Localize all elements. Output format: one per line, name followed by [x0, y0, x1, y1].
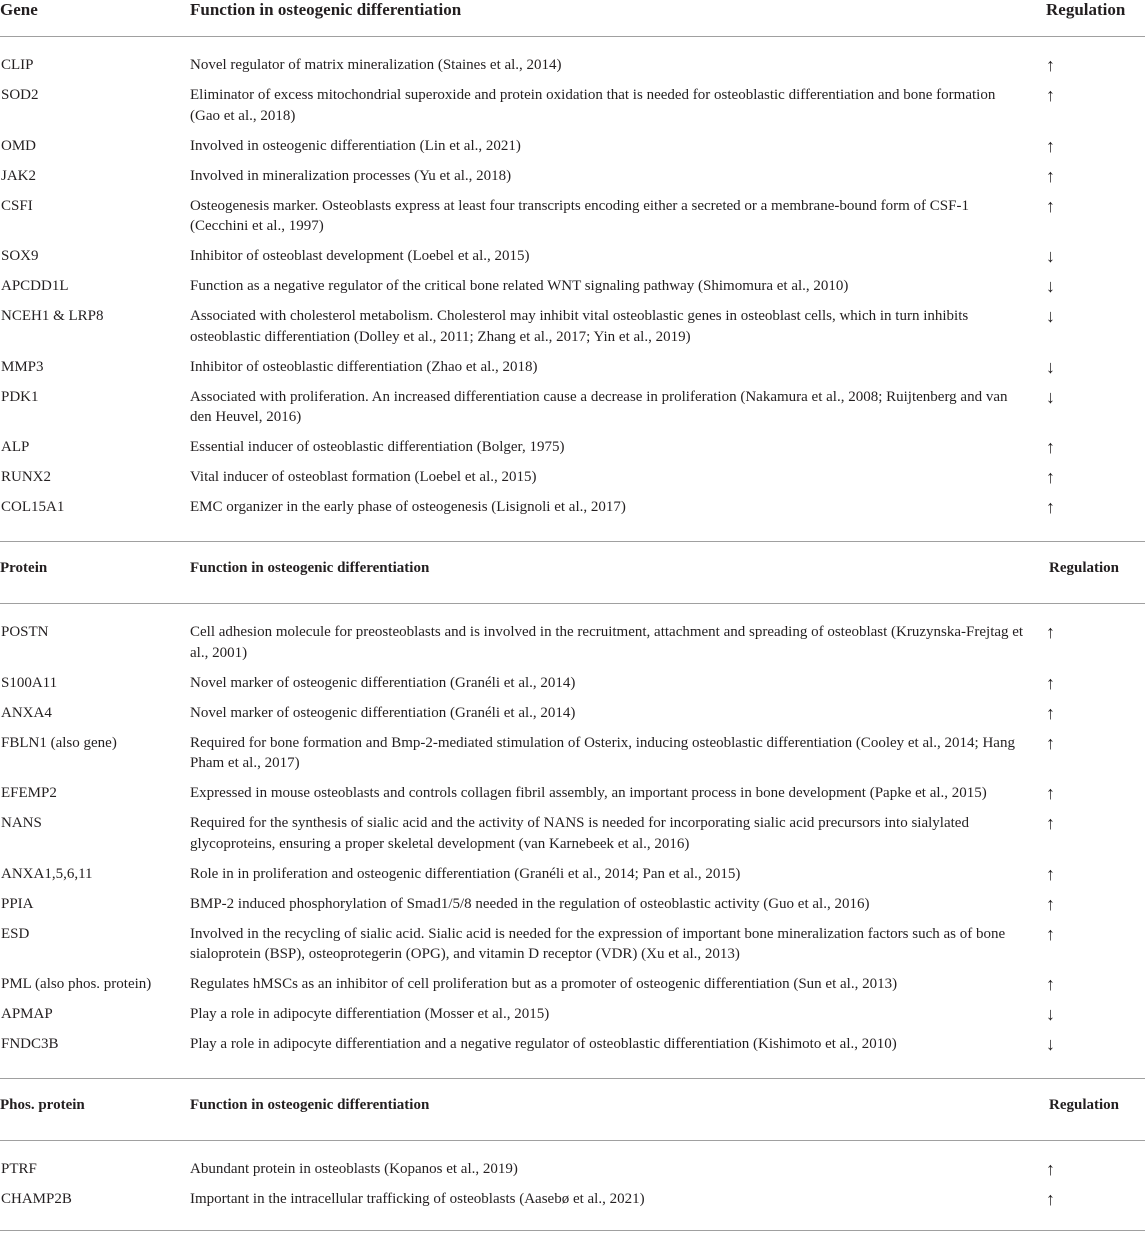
name-cell: OMD [1, 137, 37, 154]
regulation-arrow: ↑ [1046, 37, 1145, 86]
regulation-arrow: ↑ [1046, 732, 1055, 753]
table-row [0, 604, 1145, 673]
name-cell: S100A11 [1, 674, 58, 691]
regulation-arrow: ↓ [1046, 1004, 1055, 1024]
function-cell: Abundant protein in osteoblasts (Kopanos et al., 2019) [190, 1141, 1046, 1190]
function-cell: Inhibitor of osteoblastic differentiation (Zhao et al., 2018) [190, 358, 538, 375]
regulation-arrow: ↑ [1046, 813, 1055, 833]
table-row [0, 703, 1145, 733]
table-row [0, 306, 1145, 357]
table-row [0, 924, 1145, 975]
function-cell: Important in the intracellular trafficking of osteoblasts (Aasebø et al., 2021) [190, 1191, 645, 1207]
regulation-arrow: ↑ [1046, 467, 1055, 487]
function-cell: Play a role in adipocyte differentiation (Mosser et al., 2015) [190, 1006, 550, 1022]
header-regulation-cell: Regulation [1046, 0, 1126, 19]
section-header-row [0, 542, 1145, 604]
name-cell: ANXA4 [1, 704, 52, 721]
name-cell: PTRF [0, 1141, 190, 1190]
function-cell: EMC organizer in the early phase of osteogenesis (Lisignoli et al., 2017) [190, 499, 626, 515]
table-row [0, 673, 1145, 703]
regulation-arrow: ↓ [1046, 306, 1055, 326]
function-cell: Role in in proliferation and osteogenic differentiation (Granéli et al., 2014; Pan et al., 2015) [190, 865, 741, 882]
function-cell: Inhibitor of osteoblast development (Loebel et al., 2015) [190, 248, 530, 264]
regulation-arrow: ↑ [1046, 863, 1055, 884]
section-divider [0, 527, 1145, 542]
name-cell: APMAP [1, 1006, 53, 1022]
table-row [0, 196, 1145, 247]
regulation-arrow: ↑ [1046, 135, 1055, 156]
name-cell: SOX9 [1, 248, 39, 264]
regulation-arrow: ↑ [1046, 893, 1055, 914]
header-regulation-cell: Regulation [1049, 1097, 1120, 1113]
name-cell: CHAMP2B [1, 1191, 72, 1207]
function-cell: Regulates hMSCs as an inhibitor of cell proliferation but as a promoter of osteogenic differentiation (Sun et al., 2013) [190, 976, 898, 992]
name-cell: MMP3 [1, 358, 44, 375]
regulation-arrow: ↑ [1046, 497, 1055, 517]
regulation-arrow: ↑ [1046, 974, 1055, 994]
header-phos-protein-cell: Phos. protein [0, 1097, 85, 1113]
regulation-arrow: ↑ [1046, 1141, 1145, 1190]
name-cell: COL15A1 [1, 499, 65, 515]
function-cell: Vital inducer of osteoblast formation (Loebel et al., 2015) [190, 469, 537, 485]
function-cell: Novel regulator of matrix mineralization (Staines et al., 2014) [190, 37, 1046, 86]
regulation-arrow: ↑ [1046, 672, 1055, 693]
table-row [0, 974, 1145, 1004]
header-function-cell: Function in osteogenic differentiation [190, 560, 430, 576]
function-cell: Function as a negative regulator of the critical bone related WNT signaling pathway (Shimomura et al., 2010) [190, 278, 849, 294]
function-cell: Play a role in adipocyte differentiation and a negative regulator of osteoblastic differentiation (Kishimoto et al., 2010) [190, 1036, 897, 1052]
table-row [0, 276, 1145, 306]
function-cell: Osteogenesis marker. Osteoblasts express at least four transcripts encoding either a secreted or a membrane-bound form of CSF-1 (Cecchini et al., 1997) [190, 197, 969, 234]
function-cell: Involved in osteogenic differentiation (Lin et al., 2021) [190, 137, 521, 154]
table-row [0, 1004, 1145, 1034]
table-row [0, 166, 1145, 196]
function-cell: Novel marker of osteogenic differentiation (Granéli et al., 2014) [190, 674, 576, 691]
table-row [0, 1141, 1145, 1190]
name-cell: CSFI [1, 197, 33, 214]
name-cell: APCDD1L [1, 278, 69, 294]
function-cell: Involved in the recycling of sialic acid. Sialic acid is needed for the expression of important bone mineralization factors such as of bone sialoprotein (BSP), osteoprotegerin (OPG), and vitamin D receptor (VDR) (Xu et al., 2013) [190, 925, 1006, 962]
table-row [0, 85, 1145, 136]
name-cell: ANXA1,5,6,11 [1, 865, 93, 882]
section-divider [0, 1219, 1145, 1231]
name-cell: CLIP [0, 37, 190, 86]
table-row [0, 387, 1145, 438]
name-cell: FBLN1 (also gene) [1, 734, 117, 751]
table-row [0, 467, 1145, 497]
name-cell: ALP [1, 439, 30, 455]
regulation-arrow: ↓ [1046, 276, 1055, 296]
table-row [0, 813, 1145, 864]
regulation-arrow: ↑ [1046, 783, 1055, 803]
section-header-row [0, 1079, 1145, 1141]
regulation-arrow: ↓ [1046, 356, 1055, 377]
table-row [0, 783, 1145, 813]
table-row [0, 37, 1145, 86]
function-cell: BMP-2 induced phosphorylation of Smad1/5/8 needed in the regulation of osteoblastic activity (Guo et al., 2016) [190, 895, 870, 912]
function-cell: Cell adhesion molecule for preosteoblasts and is involved in the recruitment, attachment and spreading of osteoblast (Kruzynska-Frejtag et al., 2001) [190, 604, 1046, 673]
name-cell: NANS [1, 815, 42, 831]
name-cell: NCEH1 & LRP8 [1, 308, 104, 324]
table-row [0, 864, 1145, 894]
function-cell: Required for bone formation and Bmp-2-mediated stimulation of Osterix, inducing osteoblastic differentiation (Cooley et al., 2014; Hang Pham et al., 2017) [190, 734, 1015, 771]
name-cell: PDK1 [1, 388, 39, 405]
name-cell: PPIA [1, 895, 34, 912]
table-row [0, 497, 1145, 527]
table-row [0, 136, 1145, 166]
section-header-row [0, 0, 1145, 37]
function-cell: Associated with proliferation. An increased differentiation cause a decrease in proliferation (Nakamura et al., 2008; Ruijtenberg and van den Heuvel, 2016) [190, 388, 1008, 425]
function-cell: Expressed in mouse osteoblasts and controls collagen fibril assembly, an important process in bone development (Papke et al., 2015) [190, 785, 987, 801]
function-cell: Eliminator of excess mitochondrial superoxide and protein oxidation that is needed for osteoblastic differentiation and bone formation (Gao et al., 2018) [190, 87, 996, 124]
regulation-arrow: ↑ [1046, 195, 1055, 216]
regulation-arrow: ↓ [1046, 246, 1055, 266]
table-row [0, 894, 1145, 924]
regulation-arrow: ↓ [1046, 386, 1055, 407]
regulation-arrow: ↑ [1046, 165, 1055, 186]
regulation-arrow: ↓ [1046, 1034, 1055, 1054]
name-cell: POSTN [0, 604, 190, 673]
header-gene-cell: Gene [0, 0, 38, 19]
function-cell: Novel marker of osteogenic differentiation (Granéli et al., 2014) [190, 704, 576, 721]
function-cell: Required for the synthesis of sialic acid and the activity of NANS is needed for incorporating sialic acid precursors into sialylated glycoproteins, ensuring a proper skeletal development (van Karnebeek et al., 2016) [190, 815, 969, 852]
function-cell: Involved in mineralization processes (Yu et al., 2018) [190, 167, 512, 184]
header-function-cell: Function in osteogenic differentiation [190, 1097, 430, 1113]
name-cell: EFEMP2 [1, 785, 57, 801]
name-cell: SOD2 [1, 87, 39, 103]
name-cell: JAK2 [1, 167, 37, 184]
table-row [0, 1034, 1145, 1064]
regulation-arrow: ↑ [1046, 1189, 1055, 1209]
table-row [0, 246, 1145, 276]
regulation-arrow: ↑ [1046, 604, 1145, 673]
header-regulation-cell: Regulation [1049, 560, 1120, 576]
table-row [0, 1189, 1145, 1219]
regulation-arrow: ↑ [1046, 923, 1055, 944]
header-protein-cell: Protein [0, 560, 48, 576]
name-cell: PML (also phos. protein) [1, 976, 152, 992]
regulation-arrow: ↑ [1046, 702, 1055, 723]
regulation-arrow: ↑ [1046, 85, 1055, 105]
section-divider [0, 1064, 1145, 1079]
name-cell: ESD [1, 925, 30, 942]
function-cell: Associated with cholesterol metabolism. Cholesterol may inhibit vital osteoblastic genes in osteoblast cells, which in turn inhibits osteoblastic differentiation (Dolley et al., 2011; Zhang et al., 2017; Yin et al., 2019) [190, 308, 969, 345]
name-cell: RUNX2 [1, 469, 52, 485]
function-cell: Essential inducer of osteoblastic differentiation (Bolger, 1975) [190, 439, 565, 455]
table-row [0, 733, 1145, 784]
header-function-cell: Function in osteogenic differentiation [190, 0, 462, 19]
regulation-arrow: ↑ [1046, 437, 1055, 457]
table-row [0, 357, 1145, 387]
table-row [0, 437, 1145, 467]
name-cell: FNDC3B [1, 1036, 59, 1052]
